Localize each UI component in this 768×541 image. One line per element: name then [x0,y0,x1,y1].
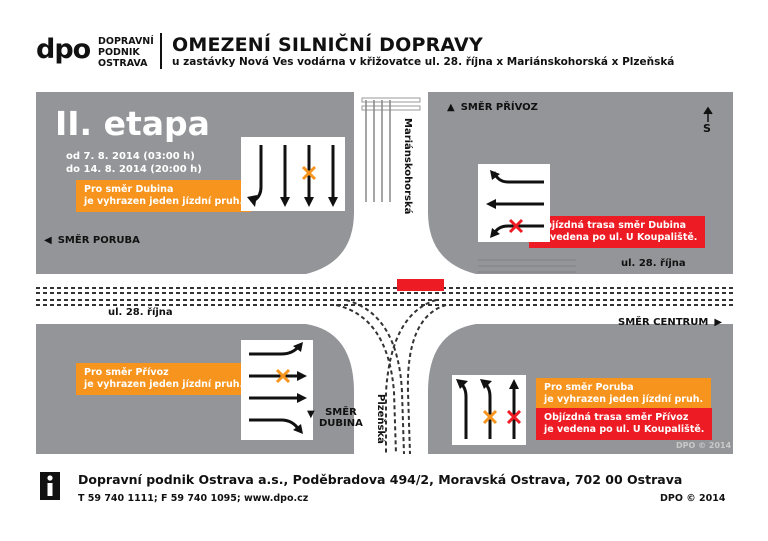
footer-copyright: DPO © 2014 [660,493,726,504]
note-privoz-detour: Objízdná trasa směr Přívoz je vedena po ul. U Koupaliště. [536,408,712,440]
note-dubina-detour: Objízdná trasa směr Dubina je vedena po ul. U Koupaliště. [529,216,705,248]
dpo-logo: dpo [36,34,91,65]
street-28-rijna-left: ul. 28. října [108,307,173,318]
dpo-logo-text: DOPRAVNÍ PODNIK OSTRAVA [98,36,154,69]
street-marianskohorska: Mariánskohorská [402,118,413,215]
intersection-map [36,92,733,454]
triangle-right-icon: ▶ [714,317,723,328]
lane-panel-bottom-right [452,375,526,445]
footer-address: Dopravní podnik Ostrava a.s., Poděbradova 494/2, Moravská Ostrava, 702 00 Ostrava [78,472,683,487]
direction-privoz: ▲ SMĚR PŘÍVOZ [447,102,538,113]
page-subtitle: u zastávky Nová Ves vodárna v křižovatce ul. 28. října x Mariánskohorská x Plzeňská [172,56,675,68]
lane-panel-bottom-left [241,340,313,440]
footer-contact: T 59 740 1111; F 59 740 1095; www.dpo.cz [78,493,309,504]
note-dubina-lane: Pro směr Dubina je vyhrazen jeden jízdní pruh. [76,180,251,212]
header-divider [160,33,162,69]
info-icon [40,472,60,500]
note-privoz-lane: Pro směr Přívoz je vyhrazen jeden jízdní pruh. [76,363,251,395]
street-28-rijna-right: ul. 28. října [621,258,686,269]
map-watermark: DPO © 2014 [676,441,732,450]
direction-centrum: SMĚR CENTRUM ▶ [618,317,723,328]
triangle-up-icon: ▲ [447,102,455,113]
stage-title: II. etapa [55,104,210,143]
page-title: OMEZENÍ SILNIČNÍ DOPRAVY [172,34,483,56]
direction-poruba: ◀ SMĚR PORUBA [44,235,140,246]
svg-text:S: S [703,122,711,135]
note-poruba-lane: Pro směr Poruba je vyhrazen jeden jízdní pruh. [536,378,711,410]
lane-panel-top-right [478,164,550,242]
lane-panel-top-left [241,137,345,211]
street-plzenska: Plzeňská [375,394,386,444]
stage-dates: od 7. 8. 2014 (03:00 h) do 14. 8. 2014 (20:00 h) [66,151,202,175]
triangle-down-icon: ▼ [307,409,315,420]
triangle-left-icon: ◀ [44,235,52,246]
north-arrow [704,108,712,122]
direction-dubina: ▼ SMĚR DUBINA [307,407,363,429]
